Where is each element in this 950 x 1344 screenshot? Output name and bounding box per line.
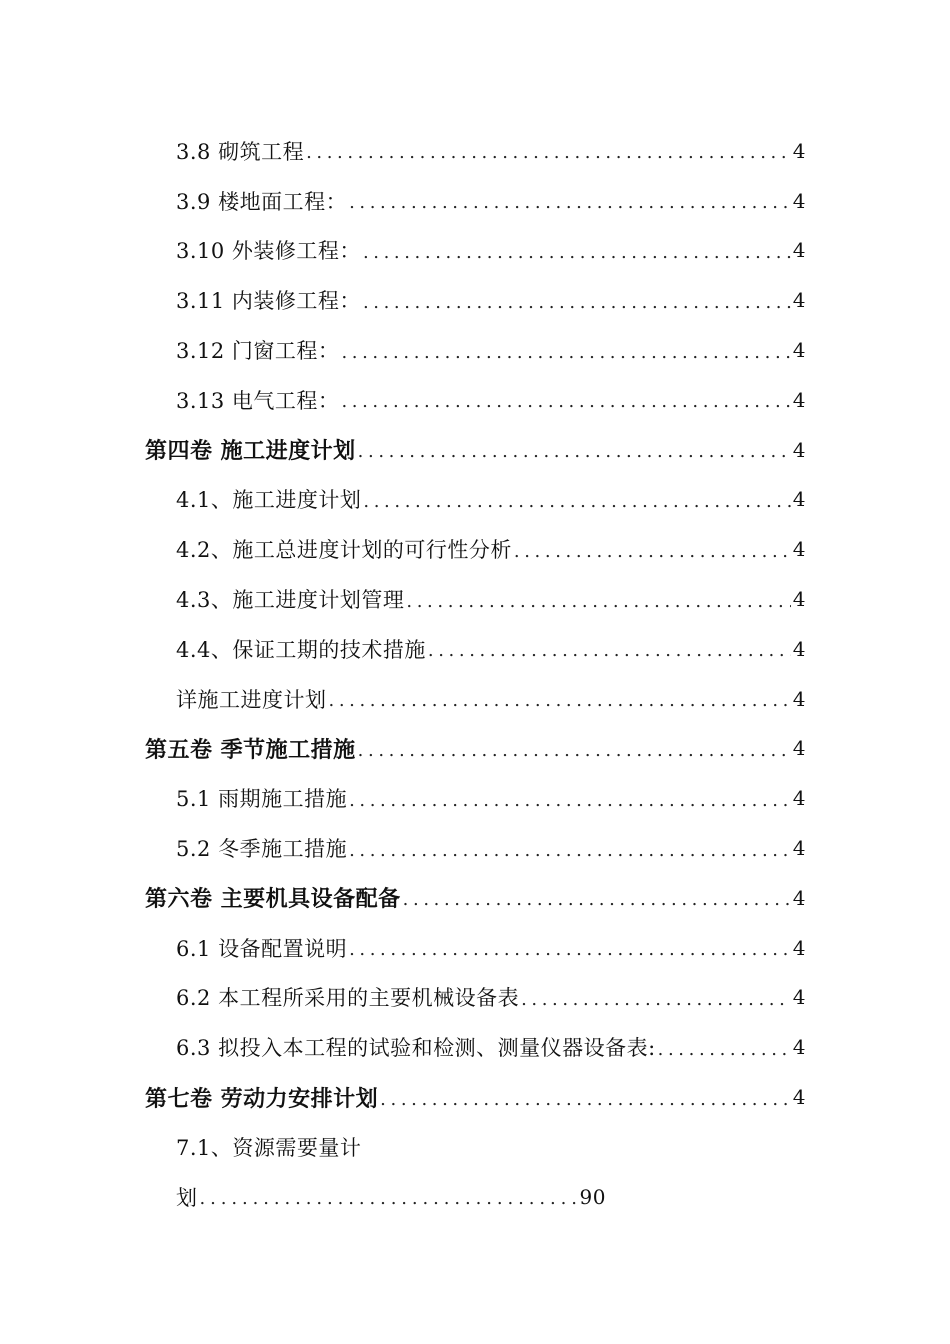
table-of-contents xyxy=(0,126,950,1222)
toc-entry-title: 第六卷 主要机具设备配备 xyxy=(145,887,401,913)
toc-entry-page-number: 4 xyxy=(792,387,806,412)
toc-entry-page-number: 4 xyxy=(792,437,806,462)
dot-leader xyxy=(349,840,791,861)
dot-leader xyxy=(341,391,790,412)
toc-entry[interactable] xyxy=(176,973,806,1023)
toc-entry-title: 详施工进度计划 xyxy=(176,687,327,712)
toc-entry-wrapped-line1[interactable] xyxy=(176,1122,806,1172)
toc-entry[interactable] xyxy=(176,923,806,973)
dot-leader xyxy=(349,192,791,213)
dot-leader xyxy=(349,939,791,960)
dot-leader xyxy=(349,790,791,811)
toc-entry-title: 6.2 本工程所采用的主要机械设备表 xyxy=(176,986,520,1011)
dot-leader xyxy=(358,740,791,761)
dot-leader xyxy=(406,591,790,612)
toc-volume-entry[interactable] xyxy=(145,425,806,475)
toc-entry[interactable] xyxy=(176,823,806,873)
toc-entry-title: 3.8 砌筑工程 xyxy=(176,139,305,164)
dot-leader xyxy=(363,491,790,512)
toc-entry-title: 4.4、保证工期的技术措施 xyxy=(176,637,426,662)
toc-entry-page-number: 4 xyxy=(792,1085,806,1110)
dot-leader xyxy=(358,441,791,462)
dot-leader xyxy=(521,989,791,1010)
toc-volume-entry[interactable] xyxy=(145,873,806,923)
toc-entry-title: 5.1 雨期施工措施 xyxy=(176,787,348,812)
toc-entry[interactable] xyxy=(176,475,806,525)
toc-entry-title: 3.9 楼地面工程： xyxy=(176,189,348,214)
toc-entry-page-number: 4 xyxy=(792,188,806,213)
dot-leader xyxy=(658,1039,791,1060)
toc-entry-title: 3.13 电气工程： xyxy=(176,388,340,413)
toc-entry-page-number: 4 xyxy=(792,636,806,661)
dot-leader xyxy=(363,292,791,313)
dot-leader xyxy=(363,242,791,263)
toc-entry-page-number: 4 xyxy=(792,238,806,263)
toc-entry-title: 7.1、资源需要量计 xyxy=(176,1135,362,1160)
dot-leader xyxy=(403,889,791,910)
toc-entry-page-number: 4 xyxy=(792,487,806,512)
toc-entry-page-number: 4 xyxy=(792,288,806,313)
toc-entry-title: 3.11 内装修工程： xyxy=(176,289,361,314)
dot-leader xyxy=(306,142,791,163)
toc-entry[interactable] xyxy=(176,226,806,276)
toc-entry-page-number: 4 xyxy=(792,537,806,562)
toc-entry-page-number: 4 xyxy=(792,985,806,1010)
toc-entry[interactable] xyxy=(176,574,806,624)
toc-entry-page-number: 90 xyxy=(579,1184,606,1209)
dot-leader xyxy=(329,690,791,711)
toc-entry-page-number: 4 xyxy=(792,1035,806,1060)
dot-leader xyxy=(428,640,791,661)
toc-entry-page-number: 4 xyxy=(792,338,806,363)
dot-leader xyxy=(514,541,791,562)
toc-entry-page-number: 4 xyxy=(792,885,806,910)
toc-entry[interactable] xyxy=(176,674,806,724)
toc-entry-page-number: 4 xyxy=(792,138,806,163)
toc-entry-title: 5.2 冬季施工措施 xyxy=(176,837,348,862)
toc-entry-page-number: 4 xyxy=(792,686,806,711)
toc-entry-wrapped-line2[interactable] xyxy=(176,1172,606,1222)
toc-entry-page-number: 4 xyxy=(792,736,806,761)
toc-entry-title: 4.2、施工总进度计划的可行性分析 xyxy=(176,538,512,563)
toc-entry[interactable] xyxy=(176,176,806,226)
toc-entry-title: 4.1、施工进度计划 xyxy=(176,488,362,513)
toc-entry[interactable] xyxy=(176,275,806,325)
toc-entry-title: 4.3、施工进度计划管理 xyxy=(176,588,405,613)
toc-entry-title: 6.1 设备配置说明 xyxy=(176,936,348,961)
toc-entry[interactable] xyxy=(176,773,806,823)
toc-entry[interactable] xyxy=(176,1022,806,1072)
toc-entry[interactable] xyxy=(176,126,806,176)
toc-entry-page-number: 4 xyxy=(792,935,806,960)
toc-entry-page-number: 4 xyxy=(792,587,806,612)
dot-leader xyxy=(200,1188,578,1209)
toc-entry-page-number: 4 xyxy=(792,836,806,861)
dot-leader xyxy=(341,342,790,363)
toc-entry-title: 第五卷 季节施工措施 xyxy=(145,737,356,763)
toc-entry-title: 3.12 门窗工程： xyxy=(176,339,340,364)
toc-entry-title: 第七卷 劳动力安排计划 xyxy=(145,1086,379,1112)
toc-volume-entry[interactable] xyxy=(145,1072,806,1122)
toc-entry[interactable] xyxy=(176,325,806,375)
toc-entry-title: 划 xyxy=(176,1185,198,1210)
toc-entry[interactable] xyxy=(176,624,806,674)
toc-entry-title: 6.3 拟投入本工程的试验和检测、测量仪器设备表: xyxy=(176,1036,656,1061)
toc-entry-title: 3.10 外装修工程： xyxy=(176,239,361,264)
toc-entry[interactable] xyxy=(176,524,806,574)
dot-leader xyxy=(380,1089,791,1110)
toc-entry[interactable] xyxy=(176,375,806,425)
toc-entry-title: 第四卷 施工进度计划 xyxy=(145,439,356,465)
toc-volume-entry[interactable] xyxy=(145,724,806,774)
toc-entry-page-number: 4 xyxy=(792,786,806,811)
